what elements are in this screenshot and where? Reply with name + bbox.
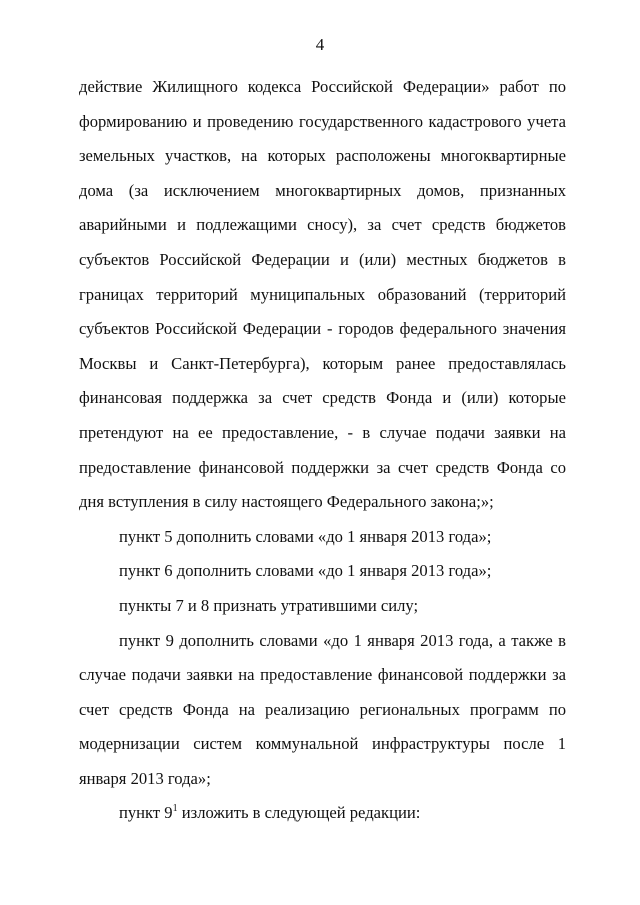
paragraph-item-9-1-prefix: пункт 9 [119, 803, 173, 823]
document-body [79, 70, 566, 831]
paragraph-item-5: пункт 5 дополнить словами «до 1 января 2013 года»; [119, 526, 492, 546]
paragraph-item-9: пункт 9 дополнить словами «до 1 января 2013 года, а также в случае подачи заявки на предоставление финансовой поддержки за счет средств Фонда на реализацию региональных программ по модернизации систем коммунальной инфраструктуры после 1 января 2013 года»; [79, 630, 566, 788]
paragraph-continuation: действие Жилищного кодекса Российской Федерации» работ по формированию и проведению государственного кадастрового учета земельных участков, на которых расположены многоквартирные дома (за исключением многоквартирных домов, признанных аварийными и подлежащими сносу), за счет средств бюджетов субъектов Российской Федерации и (или) местных бюджетов в границах территорий муниципальных образований (территорий субъектов Российской Федерации - городов федерального значения Москвы и Санкт-Петербурга), которым ранее предоставлялась финансовая поддержка за счет средств Фонда и (или) которые претендуют на ее предоставление, - в случае подачи заявки на предоставление финансовой поддержки за счет средств Фонда со дня вступления в силу настоящего Федерального закона;»; [79, 77, 566, 512]
paragraph-item-6: пункт 6 дополнить словами «до 1 января 2013 года»; [119, 561, 492, 581]
paragraph-item-9-1 [79, 796, 566, 831]
paragraph-items-7-8: пункты 7 и 8 признать утратившими силу; [119, 595, 419, 615]
paragraph-item-9-1-suffix: изложить в следующей редакции: [177, 803, 421, 823]
paragraph-item-9-1-superscript: 1 [172, 802, 178, 814]
page-number: 4 [315, 35, 325, 54]
